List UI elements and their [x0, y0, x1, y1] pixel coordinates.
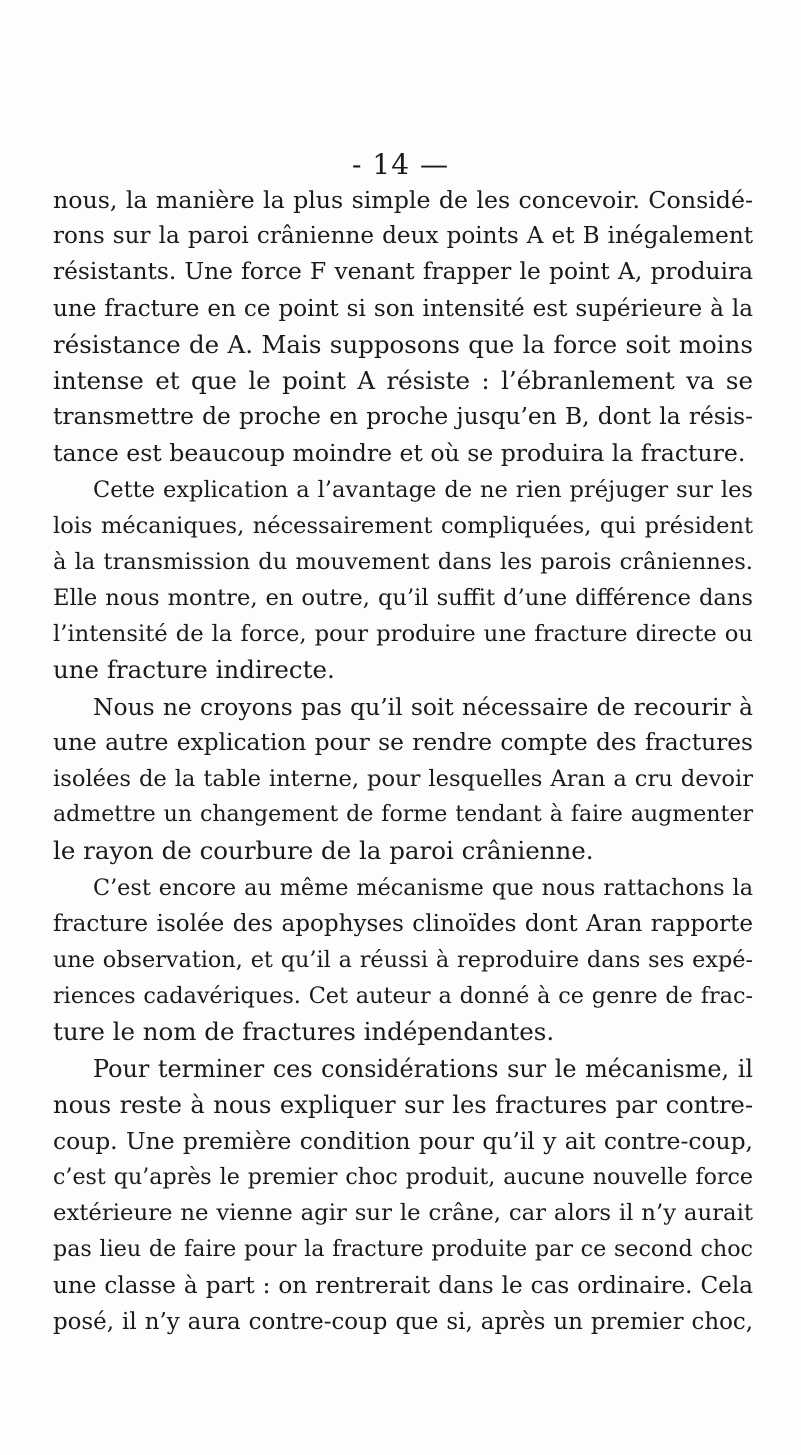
text-line: intense et que le point A résiste : l’ébranlement va se [53, 365, 753, 395]
text-line: résistance de A. Mais supposons que la force soit moins [53, 329, 753, 359]
text-line: isolées de la table interne, pour lesquelles Aran a cru devoir [53, 766, 753, 792]
text-line: extérieure ne vienne agir sur le crâne, car alors il n’y aurait [53, 1200, 753, 1227]
text-line: posé, il n’y aura contre-coup que si, après un premier choc, [53, 1308, 753, 1335]
text-line: nous reste à nous expliquer sur les fractures par contre- [53, 1090, 753, 1119]
text-line: C’est encore au même mécanisme que nous rattachons la [93, 874, 753, 901]
text-line: transmettre de proche en proche jusqu’en B, dont la résis- [53, 403, 753, 431]
text-line: Pour terminer ces considérations sur le mécanisme, il [93, 1054, 753, 1083]
text-line: une observation, et qu’il a réussi à reproduire dans ses expé- [53, 946, 753, 973]
text-line: admettre un changement de forme tendant à faire augmenter [53, 802, 753, 828]
text-line: ture le nom de fractures indépendantes. [53, 1017, 555, 1047]
text-line: Cette explication a l’avantage de ne rien préjuger sur les [93, 476, 753, 503]
text-line: résistants. Une force F venant frapper le point A, produira [53, 258, 753, 286]
text-line: une fracture indirecte. [53, 655, 335, 685]
text-line: à la transmission du mouvement dans les parois crâniennes. [53, 548, 753, 575]
text-line: pas lieu de faire pour la fracture produite par ce second choc [53, 1236, 753, 1263]
text-line: lois mécaniques, nécessairement compliquées, qui président [53, 512, 753, 539]
page-number: - 14 — [352, 148, 449, 181]
text-line: nous, la manière la plus simple de les concevoir. Considé- [53, 186, 753, 214]
text-line: l’intensité de la force, pour produire une fracture directe ou [53, 621, 753, 648]
text-line: une autre explication pour se rendre compte des fractures [53, 728, 753, 756]
text-line: Elle nous montre, en outre, qu’il suffit d’une différence dans [53, 585, 753, 612]
text-line: le rayon de courbure de la paroi crânienne. [53, 836, 594, 866]
text-line: riences cadavériques. Cet auteur a donné à ce genre de frac- [53, 983, 753, 1010]
text-line: coup. Une première condition pour qu’il y ait contre-coup, [53, 1126, 753, 1155]
text-line: Nous ne croyons pas qu’il soit nécessaire de recourir à [93, 692, 753, 721]
text-line: fracture isolée des apophyses clinoïdes dont Aran rapporte [53, 910, 753, 937]
text-line: une classe à part : on rentrerait dans le cas ordinaire. Cela [53, 1272, 753, 1299]
text-line: c’est qu’après le premier choc produit, aucune nouvelle force [53, 1164, 753, 1191]
text-line: une fracture en ce point si son intensité est supérieure à la [53, 295, 753, 322]
text-line: tance est beaucoup moindre et où se produira la fracture. [53, 439, 746, 468]
body-text [53, 182, 753, 1340]
text-line: rons sur la paroi crânienne deux points A et B inégalement [53, 223, 753, 250]
